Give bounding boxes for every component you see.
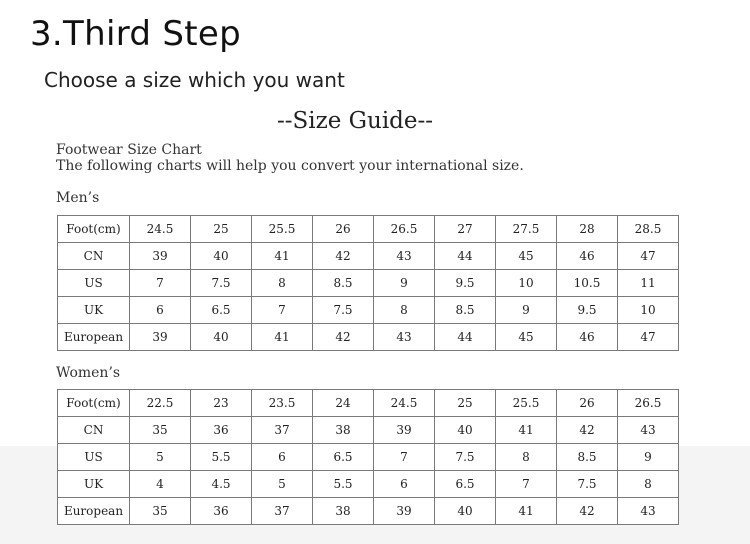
table-cell: 9 xyxy=(618,444,679,471)
table-row xyxy=(58,444,679,471)
table-cell: 24.5 xyxy=(130,216,191,243)
table-cell: 28 xyxy=(557,216,618,243)
table-cell: 25 xyxy=(435,390,496,417)
table-cell: 42 xyxy=(557,417,618,444)
table-cell: 24.5 xyxy=(374,390,435,417)
table-row xyxy=(58,216,679,243)
table-cell: 35 xyxy=(130,498,191,525)
table-cell: 23.5 xyxy=(252,390,313,417)
table-cell: 7 xyxy=(496,471,557,498)
table-cell: 39 xyxy=(374,498,435,525)
table-cell: 41 xyxy=(252,243,313,270)
table-cell: 8.5 xyxy=(435,297,496,324)
table-cell: 7.5 xyxy=(313,297,374,324)
table-cell: 24 xyxy=(313,390,374,417)
table-cell: 5 xyxy=(252,471,313,498)
table-cell: 7 xyxy=(374,444,435,471)
table-cell: 36 xyxy=(191,498,252,525)
table-cell: 8 xyxy=(252,270,313,297)
table-cell: 9 xyxy=(374,270,435,297)
table-cell: 9 xyxy=(496,297,557,324)
table-cell: 6.5 xyxy=(191,297,252,324)
table-cell: 8 xyxy=(496,444,557,471)
table-cell: 7.5 xyxy=(557,471,618,498)
table-cell: 39 xyxy=(130,243,191,270)
table-cell: 25 xyxy=(191,216,252,243)
table-cell: 26.5 xyxy=(374,216,435,243)
table-cell: 8.5 xyxy=(557,444,618,471)
table-row xyxy=(58,471,679,498)
table-cell: 40 xyxy=(435,498,496,525)
table-cell: 47 xyxy=(618,324,679,351)
table-cell: 39 xyxy=(374,417,435,444)
table-cell: 22.5 xyxy=(130,390,191,417)
table-row xyxy=(58,390,679,417)
table-cell: 8 xyxy=(374,297,435,324)
table-cell: 8 xyxy=(618,471,679,498)
table-cell: 43 xyxy=(618,417,679,444)
row-header: CN xyxy=(58,243,130,270)
row-header: UK xyxy=(58,471,130,498)
table-cell: 10 xyxy=(496,270,557,297)
table-cell: 39 xyxy=(130,324,191,351)
table-cell: 4 xyxy=(130,471,191,498)
table-row xyxy=(58,297,679,324)
table-cell: 42 xyxy=(313,324,374,351)
table-cell: 41 xyxy=(252,324,313,351)
table-cell: 41 xyxy=(496,417,557,444)
table-cell: 45 xyxy=(496,243,557,270)
row-header: Foot(cm) xyxy=(58,216,130,243)
table-row xyxy=(58,498,679,525)
table-cell: 43 xyxy=(618,498,679,525)
table-row xyxy=(58,324,679,351)
table-cell: 7 xyxy=(130,270,191,297)
table-cell: 40 xyxy=(435,417,496,444)
table-cell: 6.5 xyxy=(313,444,374,471)
table-cell: 27 xyxy=(435,216,496,243)
table-cell: 6 xyxy=(130,297,191,324)
table-cell: 5.5 xyxy=(313,471,374,498)
table-cell: 42 xyxy=(313,243,374,270)
table-cell: 27.5 xyxy=(496,216,557,243)
step-subtitle: Choose a size which you want xyxy=(44,68,345,92)
table-cell: 41 xyxy=(496,498,557,525)
table-row xyxy=(58,417,679,444)
table-cell: 44 xyxy=(435,324,496,351)
table-row xyxy=(58,270,679,297)
chart-name: Footwear Size Chart xyxy=(56,142,202,158)
chart-intro xyxy=(56,142,524,174)
table-cell: 6.5 xyxy=(435,471,496,498)
row-header: CN xyxy=(58,417,130,444)
table-cell: 4.5 xyxy=(191,471,252,498)
table-cell: 5.5 xyxy=(191,444,252,471)
row-header: Foot(cm) xyxy=(58,390,130,417)
row-header: European xyxy=(58,324,130,351)
table-cell: 23 xyxy=(191,390,252,417)
table-cell: 11 xyxy=(618,270,679,297)
table-cell: 43 xyxy=(374,324,435,351)
row-header: European xyxy=(58,498,130,525)
table-cell: 26.5 xyxy=(618,390,679,417)
men-section-label: Men’s xyxy=(56,190,100,206)
size-guide-title: --Size Guide-- xyxy=(276,108,434,134)
table-cell: 10 xyxy=(618,297,679,324)
table-cell: 45 xyxy=(496,324,557,351)
table-cell: 10.5 xyxy=(557,270,618,297)
row-header: US xyxy=(58,270,130,297)
table-cell: 8.5 xyxy=(313,270,374,297)
table-cell: 6 xyxy=(252,444,313,471)
table-cell: 37 xyxy=(252,498,313,525)
table-cell: 26 xyxy=(313,216,374,243)
chart-description: The following charts will help you convert your international size. xyxy=(56,158,524,174)
row-header: US xyxy=(58,444,130,471)
women-section-label: Women’s xyxy=(56,365,121,381)
table-cell: 36 xyxy=(191,417,252,444)
table-cell: 38 xyxy=(313,417,374,444)
table-cell: 25.5 xyxy=(252,216,313,243)
table-cell: 28.5 xyxy=(618,216,679,243)
table-cell: 35 xyxy=(130,417,191,444)
table-cell: 5 xyxy=(130,444,191,471)
table-cell: 37 xyxy=(252,417,313,444)
table-cell: 7.5 xyxy=(435,444,496,471)
table-cell: 46 xyxy=(557,243,618,270)
table-cell: 9.5 xyxy=(435,270,496,297)
table-cell: 46 xyxy=(557,324,618,351)
table-cell: 7.5 xyxy=(191,270,252,297)
table-cell: 42 xyxy=(557,498,618,525)
table-cell: 47 xyxy=(618,243,679,270)
table-cell: 9.5 xyxy=(557,297,618,324)
step-title: 3.Third Step xyxy=(30,14,241,54)
table-cell: 44 xyxy=(435,243,496,270)
row-header: UK xyxy=(58,297,130,324)
men-size-table xyxy=(57,215,679,351)
table-row xyxy=(58,243,679,270)
women-size-table xyxy=(57,389,679,525)
table-cell: 25.5 xyxy=(496,390,557,417)
table-cell: 40 xyxy=(191,324,252,351)
table-cell: 40 xyxy=(191,243,252,270)
table-cell: 38 xyxy=(313,498,374,525)
table-cell: 43 xyxy=(374,243,435,270)
table-cell: 6 xyxy=(374,471,435,498)
table-cell: 26 xyxy=(557,390,618,417)
table-cell: 7 xyxy=(252,297,313,324)
